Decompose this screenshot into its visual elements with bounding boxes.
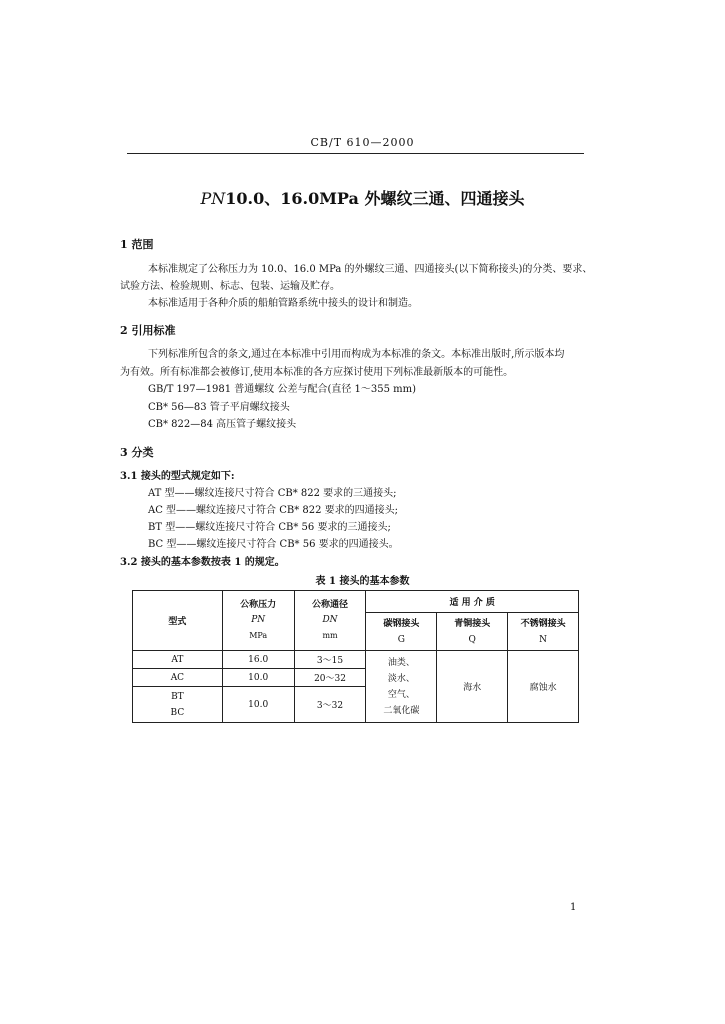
cell-pn: 16.0	[222, 651, 294, 669]
dn-label: DN	[322, 615, 338, 625]
col-pressure-header	[222, 591, 294, 651]
mpa-label: MPa	[249, 631, 268, 640]
reference-item: CB* 56—83 管子平肩螺纹接头	[148, 402, 290, 413]
col-stainless-header	[508, 613, 579, 651]
col-steel-header	[366, 613, 437, 651]
cell-pn: 10.0	[222, 669, 294, 687]
pressure-label: 公称压力	[240, 600, 277, 610]
header-rule	[127, 153, 584, 154]
table-header-row	[133, 591, 579, 613]
section-3-heading: 3 分类	[120, 446, 154, 459]
col-copper-header	[437, 613, 508, 651]
type-item: AT 型——螺纹连接尺寸符合 CB* 822 要求的三通接头;	[148, 488, 397, 499]
title-rest: 10.0、16.0MPa 外螺纹三通、四通接头	[225, 189, 525, 208]
type-item: BT 型——螺纹连接尺寸符合 CB* 56 要求的三通接头;	[148, 522, 391, 533]
col-bore-header	[294, 591, 366, 651]
copper-code: Q	[468, 634, 476, 645]
section-3-1: 3.1 接头的型式规定如下:	[120, 471, 235, 482]
cell-medium-g: 油类、 淡水、 空气、 二氧化碳	[366, 651, 437, 723]
type-item: AC 型——螺纹连接尺寸符合 CB* 822 要求的四通接头;	[148, 505, 399, 516]
section-3-2: 3.2 接头的基本参数按表 1 的规定。	[120, 557, 285, 568]
cell-type: BT BC	[133, 687, 223, 723]
section-2-para-1: 下列标准所包含的条文,通过在本标准中引用而构成为本标准的条文。本标准出版时,所示版本均	[148, 349, 565, 360]
section-1-para-2: 本标准适用于各种介质的船舶管路系统中接头的设计和制造。	[148, 298, 418, 309]
copper-label: 青铜接头	[454, 618, 491, 629]
reference-item: CB* 822—84 高压管子螺纹接头	[148, 419, 297, 430]
col-type-header: 型式	[133, 591, 223, 651]
section-1-para-1b: 试验方法、检验规则、标志、包装、运输及贮存。	[120, 281, 340, 292]
stainless-code: N	[539, 634, 547, 645]
pn-label: PN	[251, 615, 266, 625]
cell-dn: 3～15	[294, 651, 366, 669]
section-1-heading: 1 范围	[120, 238, 154, 251]
mm-label: mm	[322, 631, 338, 640]
cell-pn: 10.0	[222, 687, 294, 723]
cell-dn: 3～32	[294, 687, 366, 723]
section-2-para-1b: 为有效。所有标准都会被修订,使用本标准的各方应探讨使用下列标准最新版本的可能性。	[120, 367, 514, 378]
stainless-label: 不锈钢接头	[520, 618, 566, 629]
cell-type: AT	[133, 651, 223, 669]
reference-item: GB/T 197—1981 普通螺纹 公差与配合(直径 1～355 mm)	[148, 384, 417, 395]
section-1-para-1: 本标准规定了公称压力为 10.0、16.0 MPa 的外螺纹三通、四通接头(以下简称接头)的分类、要求、	[148, 264, 593, 275]
title-prefix: PN	[200, 189, 226, 208]
cell-medium-n: 腐蚀水	[508, 651, 579, 723]
bore-label: 公称通径	[312, 600, 349, 610]
table-row	[133, 651, 579, 669]
parameters-table	[132, 590, 579, 723]
col-medium-header: 适 用 介 质	[366, 591, 579, 613]
document-title	[0, 186, 725, 209]
cell-medium-q: 海水	[437, 651, 508, 723]
table-caption: 表 1 接头的基本参数	[315, 576, 410, 587]
cell-type: AC	[133, 669, 223, 687]
cell-dn: 20～32	[294, 669, 366, 687]
page-number: 1	[570, 902, 577, 913]
steel-label: 碳钢接头	[383, 618, 420, 629]
type-item: BC 型——螺纹连接尺寸符合 CB* 56 要求的四通接头。	[148, 539, 399, 550]
steel-code: G	[397, 634, 405, 645]
standard-code-header: CB/T 610—2000	[310, 136, 415, 149]
section-2-heading: 2 引用标准	[120, 324, 176, 337]
